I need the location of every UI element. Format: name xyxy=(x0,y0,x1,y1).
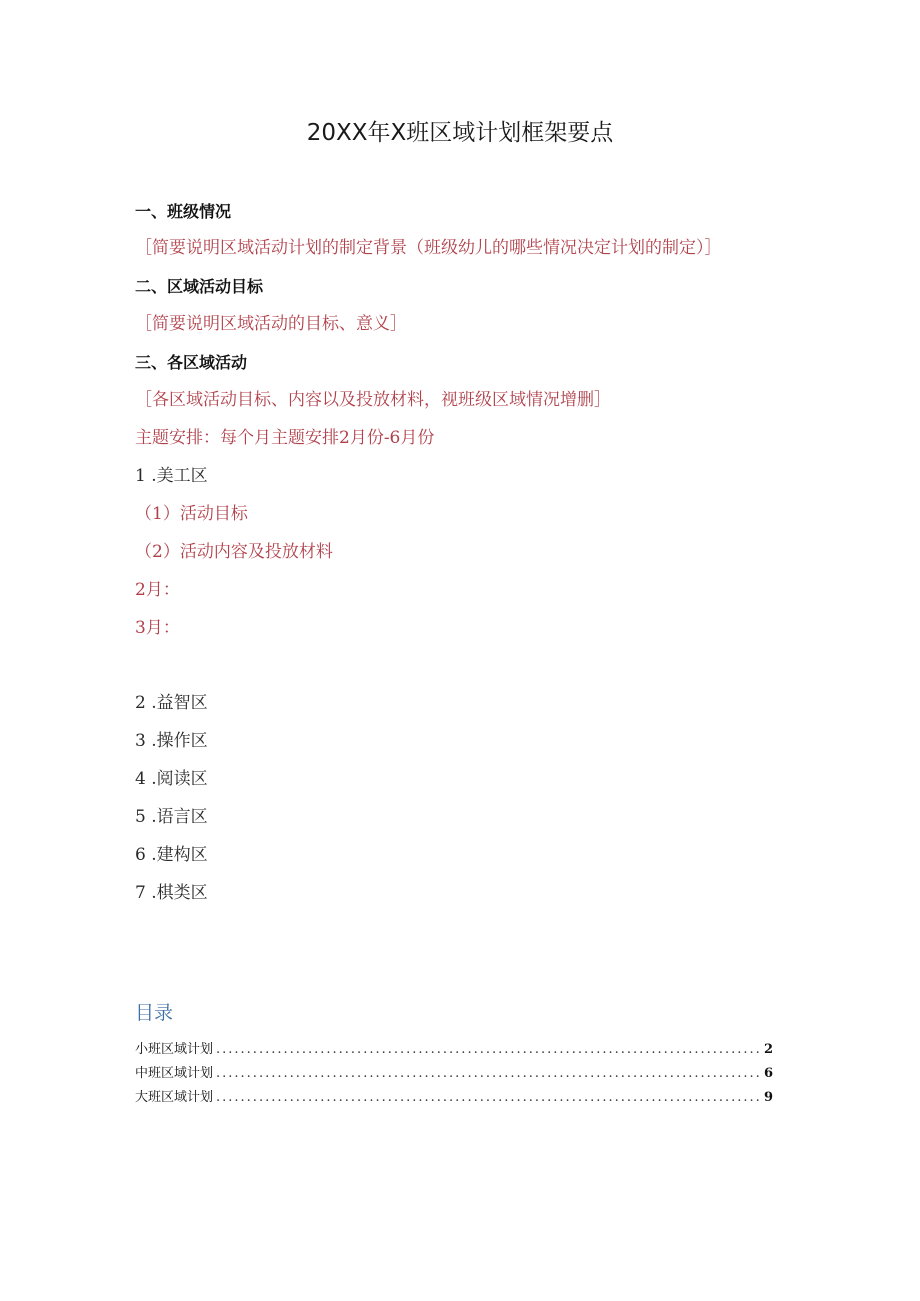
toc-entry-middle-class[interactable] xyxy=(135,1065,773,1083)
toc-leader-dots xyxy=(216,1041,761,1059)
toc-entry-large-class[interactable] xyxy=(135,1089,773,1107)
area-language: 5 .语言区 xyxy=(135,807,208,827)
area-chess: 7 .棋类区 xyxy=(135,883,208,903)
section-note-area-activities: ［各区域活动目标、内容以及投放材料，视班级区域情况增删］ xyxy=(135,390,611,410)
toc-leader-dots xyxy=(216,1065,761,1083)
area-puzzle: 2 .益智区 xyxy=(135,693,208,713)
toc-entry-label: 大班区域计划 xyxy=(135,1090,214,1105)
area-reading: 4 .阅读区 xyxy=(135,769,208,789)
toc-entry-label: 中班区域计划 xyxy=(135,1066,214,1081)
section-note-activity-goals: ［简要说明区域活动的目标、意义］ xyxy=(135,314,407,334)
section-heading-activity-goals: 二、区域活动目标 xyxy=(135,277,264,296)
month-march: 3月： xyxy=(135,618,180,638)
toc-entry-page: 2 xyxy=(763,1042,773,1057)
month-february: 2月： xyxy=(135,580,180,600)
toc-entry-small-class[interactable] xyxy=(135,1041,773,1059)
toc-title: 目录 xyxy=(135,1002,174,1024)
toc-entry-page: 9 xyxy=(763,1090,773,1105)
theme-arrangement: 主题安排：每个月主题安排2月份-6月份 xyxy=(135,428,435,448)
toc-leader-dots xyxy=(216,1089,761,1107)
area-art-goal: （1）活动目标 xyxy=(135,504,248,524)
area-operation: 3 .操作区 xyxy=(135,731,208,751)
area-art-content: （2）活动内容及投放材料 xyxy=(135,542,333,562)
area-art: 1 .美工区 xyxy=(135,466,208,486)
section-heading-area-activities: 三、各区域活动 xyxy=(135,353,248,372)
section-note-class-situation: ［简要说明区域活动计划的制定背景（班级幼儿的哪些情况决定计划的制定）］ xyxy=(135,238,722,258)
section-heading-class-situation: 一、班级情况 xyxy=(135,202,232,221)
area-construction: 6 .建构区 xyxy=(135,845,208,865)
document-title: 20XX年X班区域计划框架要点 xyxy=(306,120,614,146)
toc-entry-label: 小班区域计划 xyxy=(135,1042,214,1057)
toc-entry-page: 6 xyxy=(763,1066,773,1081)
